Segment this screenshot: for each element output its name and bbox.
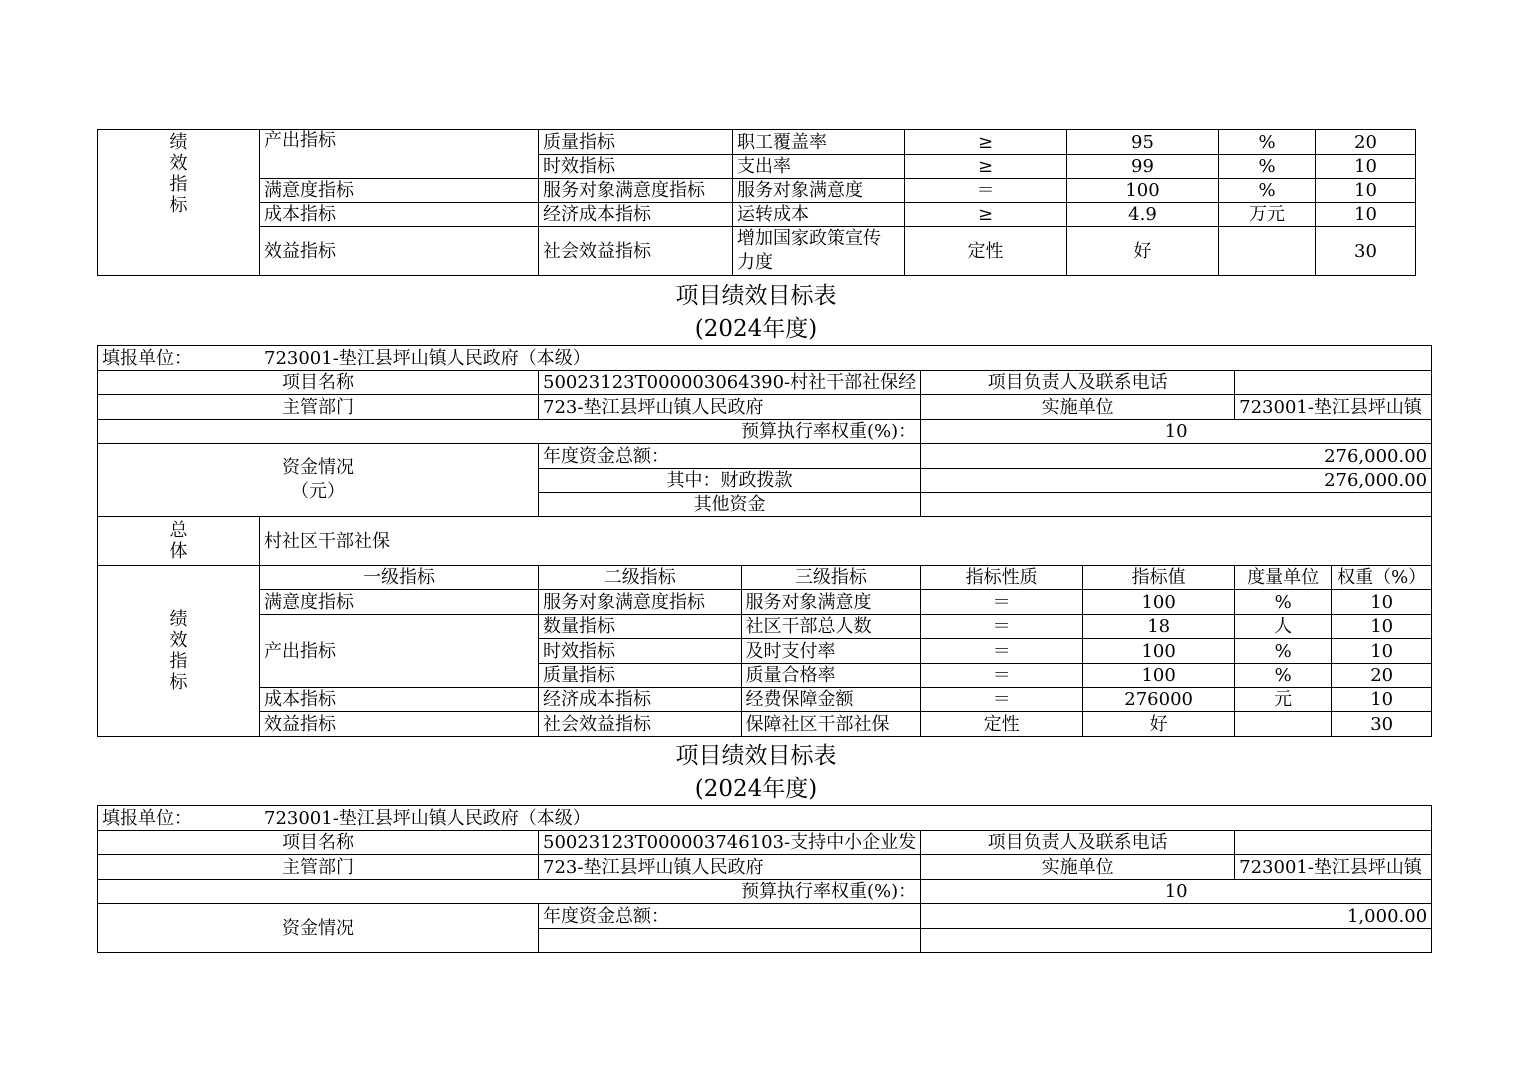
weight-cell: 10 [1316,155,1416,179]
funds-label: 资金情况 [282,457,354,478]
overall-char: 体 [169,541,188,562]
category-char: 绩 [169,132,188,153]
level2-cell: 社会效益指标 [539,227,733,276]
level1-cell: 产出指标 [260,130,539,179]
category-char: 绩 [169,609,188,630]
level3-cell: 社区干部总人数 [741,615,921,639]
weight-cell: 10 [1332,639,1432,664]
header-weight: 权重（%） [1332,566,1432,590]
fiscal-funds-value [921,929,1432,953]
level3-cell: 职工覆盖率 [733,130,905,155]
dept-value: 723-垫江县坪山镇人民政府 [539,855,921,880]
level3-line: 力度 [737,252,773,273]
level3-cell: 质量合格率 [741,664,921,688]
value-cell: 100 [1083,639,1235,664]
dept-label: 主管部门 [98,855,539,880]
impl-value: 723001-垫江县坪山镇 [1235,395,1432,420]
fiscal-funds-value: 276,000.00 [921,469,1432,493]
nature-cell: ≥ [905,130,1067,155]
fiscal-funds-label: 其中：财政拨款 [539,469,921,493]
contact-value [1235,831,1432,855]
header-level3: 三级指标 [741,566,921,590]
nature-cell: 定性 [905,227,1067,276]
value-cell: 276000 [1083,688,1235,712]
total-funds-label: 年度资金总额： [539,444,921,469]
fiscal-funds-label [539,929,921,953]
level3-cell: 及时支付率 [741,639,921,664]
project-target-table [97,805,1432,953]
level1-cell: 效益指标 [260,227,539,276]
overall-goal-text: 村社区干部社保 [260,517,1432,566]
impl-label: 实施单位 [921,395,1235,420]
budget-weight-value: 10 [921,420,1432,444]
nature-cell: 定性 [921,712,1083,737]
value-cell: 好 [1083,712,1235,737]
value-cell: 18 [1083,615,1235,639]
nature-cell: ＝ [921,639,1083,664]
value-cell: 100 [1067,179,1219,203]
level3-cell: 服务对象满意度 [733,179,905,203]
value-cell: 100 [1083,664,1235,688]
reporting-unit-label: 填报单位： [102,347,192,369]
unit-cell: 元 [1235,688,1332,712]
nature-cell: ＝ [921,688,1083,712]
reporting-unit-value: 723001-垫江县坪山镇人民政府（本级） [264,347,591,369]
level1-cell: 满意度指标 [260,590,539,615]
unit-cell: % [1235,590,1332,615]
level2-cell: 质量指标 [539,130,733,155]
level2-cell: 经济成本指标 [539,203,733,227]
level3-line: 增加国家政策宣传 [737,228,881,249]
weight-cell: 10 [1316,203,1416,227]
weight-cell: 20 [1332,664,1432,688]
impl-value: 723001-垫江县坪山镇 [1235,855,1432,880]
header-nature: 指标性质 [921,566,1083,590]
level2-cell: 时效指标 [539,155,733,179]
dept-value: 723-垫江县坪山镇人民政府 [539,395,921,420]
category-char: 指 [169,174,188,195]
weight-cell: 10 [1332,615,1432,639]
header-level1: 一级指标 [260,566,539,590]
value-cell: 好 [1067,227,1219,276]
category-char: 标 [169,672,188,693]
value-cell: 100 [1083,590,1235,615]
level1-cell: 成本指标 [260,203,539,227]
budget-weight-value: 10 [921,880,1432,904]
weight-cell: 10 [1316,179,1416,203]
value-cell: 95 [1067,130,1219,155]
category-char: 效 [169,153,188,174]
unit-cell: % [1219,179,1316,203]
level2-cell: 经济成本指标 [539,688,742,712]
weight-cell: 30 [1316,227,1416,276]
level1-cell: 成本指标 [260,688,539,712]
funds-label: 资金情况 [282,918,354,939]
funds-unit: （元） [291,481,345,502]
level2-cell: 数量指标 [539,615,742,639]
header-unit: 度量单位 [1235,566,1332,590]
level2-cell: 服务对象满意度指标 [539,590,742,615]
level2-cell: 社会效益指标 [539,712,742,737]
project-name-label: 项目名称 [98,371,539,395]
overall-char: 总 [169,520,188,541]
nature-cell: ＝ [905,179,1067,203]
total-funds-value: 276,000.00 [921,444,1432,469]
level2-cell: 质量指标 [539,664,742,688]
header-level2: 二级指标 [539,566,742,590]
table-title: 项目绩效目标表 [675,743,837,769]
other-funds-label: 其他资金 [539,493,921,517]
weight-cell: 10 [1332,590,1432,615]
project-name-label: 项目名称 [98,831,539,855]
total-funds-value: 1,000.00 [921,904,1432,929]
dept-label: 主管部门 [98,395,539,420]
nature-cell: ≥ [905,203,1067,227]
category-char: 效 [169,630,188,651]
budget-weight-label: 预算执行率权重(%)： [98,420,921,444]
unit-cell: % [1235,639,1332,664]
level3-cell: 经费保障金额 [741,688,921,712]
level1-cell: 产出指标 [260,615,539,688]
category-char: 指 [169,651,188,672]
budget-weight-label: 预算执行率权重(%)： [98,880,921,904]
level2-cell: 服务对象满意度指标 [539,179,733,203]
table-year: (2024年度) [694,776,818,802]
value-cell: 99 [1067,155,1219,179]
weight-cell: 20 [1316,130,1416,155]
nature-cell: ＝ [921,590,1083,615]
reporting-unit-value: 723001-垫江县坪山镇人民政府（本级） [264,807,591,829]
project-name-value: 50023123T000003064390-村社干部社保经 [539,371,921,395]
level3-cell: 保障社区干部社保 [741,712,921,737]
contact-label: 项目负责人及联系电话 [921,371,1235,395]
unit-cell: % [1219,155,1316,179]
level1-cell: 效益指标 [260,712,539,737]
table-year: (2024年度) [694,316,818,342]
weight-cell: 30 [1332,712,1432,737]
reporting-unit-label: 填报单位： [102,807,192,829]
level3-cell: 运转成本 [733,203,905,227]
nature-cell: ＝ [921,615,1083,639]
weight-cell: 10 [1332,688,1432,712]
nature-cell: ≥ [905,155,1067,179]
reporting-unit-row [98,806,1432,831]
nature-cell: ＝ [921,664,1083,688]
level2-cell: 时效指标 [539,639,742,664]
header-value: 指标值 [1083,566,1235,590]
category-char: 标 [169,195,188,216]
unit-cell: 万元 [1219,203,1316,227]
unit-cell: 人 [1235,615,1332,639]
total-funds-label: 年度资金总额： [539,904,921,929]
contact-label: 项目负责人及联系电话 [921,831,1235,855]
level3-cell: 支出率 [733,155,905,179]
project-name-value: 50023123T000003746103-支持中小企业发 [539,831,921,855]
unit-cell: % [1219,130,1316,155]
unit-cell: % [1235,664,1332,688]
level1-cell: 满意度指标 [260,179,539,203]
table-title: 项目绩效目标表 [675,283,837,309]
impl-label: 实施单位 [921,855,1235,880]
value-cell: 4.9 [1067,203,1219,227]
level3-cell: 服务对象满意度 [741,590,921,615]
funds-label-cell [98,904,539,953]
